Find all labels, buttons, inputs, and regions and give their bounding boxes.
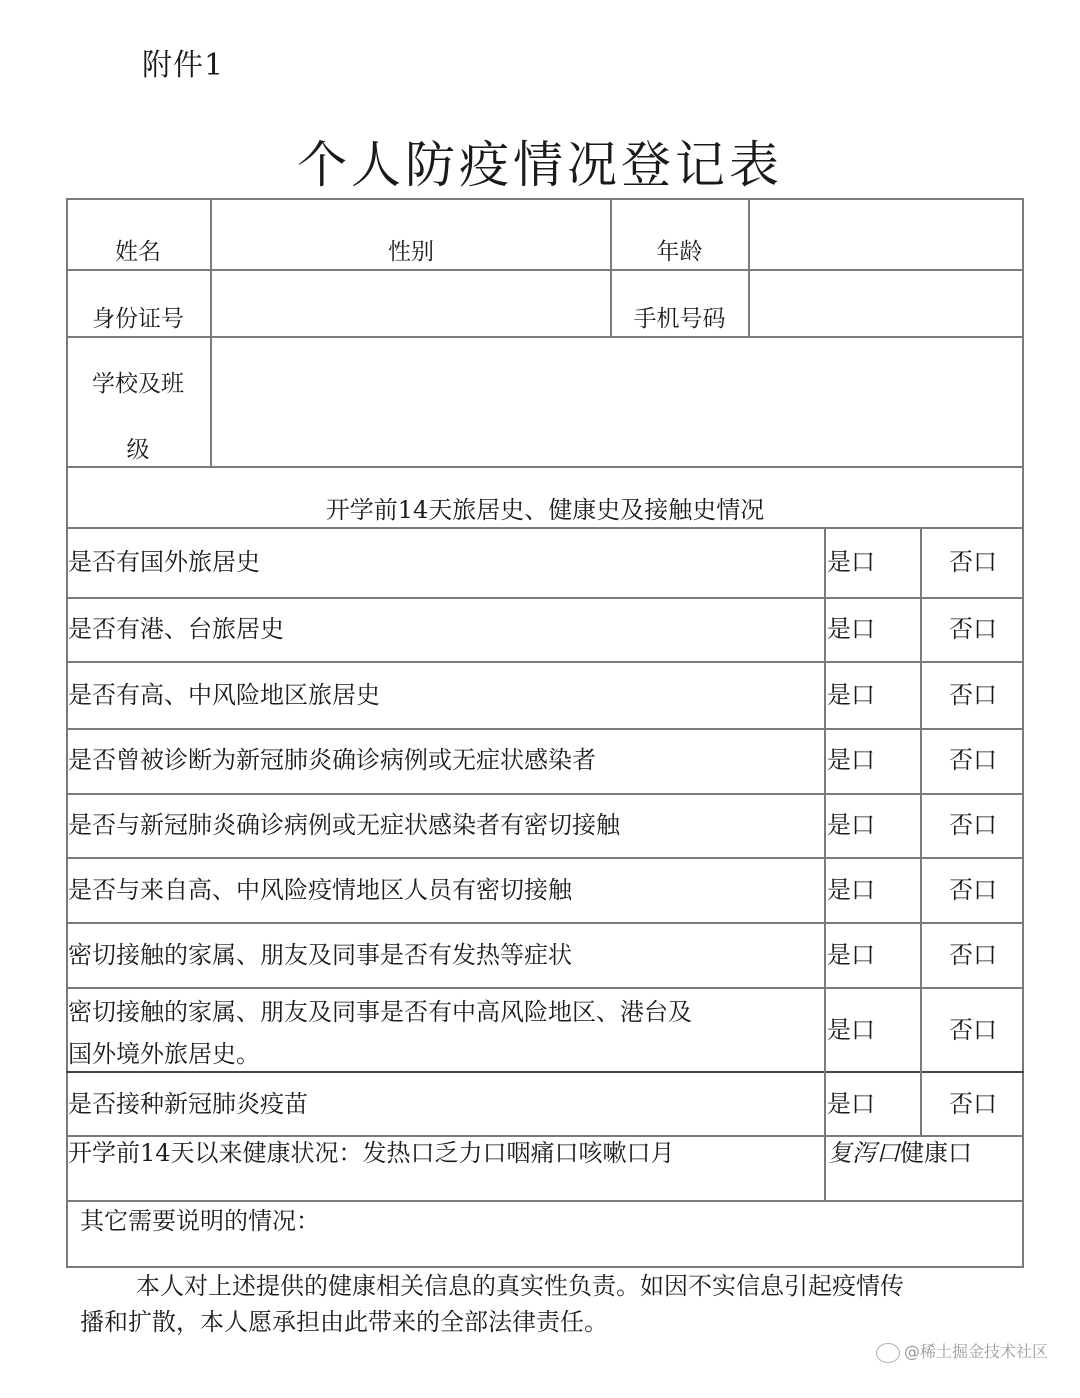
no-checkbox[interactable]: 否口 <box>949 1016 997 1044</box>
no-checkbox[interactable]: 否口 <box>949 548 997 576</box>
question-close-contact-risk-area: 是否与来自高、中风险疫情地区人员有密切接触 <box>68 876 572 904</box>
gender-label: 性别 <box>388 239 434 265</box>
col-divider <box>748 198 750 337</box>
row-divider <box>66 597 1024 599</box>
pledge-line2: 播和扩散，本人愿承担由此带来的全部法律责任。 <box>80 1308 608 1336</box>
no-checkbox[interactable]: 否口 <box>949 681 997 709</box>
school-class-label-line1: 学校及班 <box>92 371 184 397</box>
question-diagnosed: 是否曾被诊断为新冠肺炎确诊病例或无症状感染者 <box>68 746 596 774</box>
col-divider <box>824 528 826 1136</box>
yes-checkbox[interactable]: 是口 <box>827 1016 875 1044</box>
school-class-label-line2: 级 <box>126 437 150 463</box>
question-contacts-travel-line2: 国外境外旅居史。 <box>68 1040 260 1068</box>
phone-label: 手机号码 <box>633 306 726 332</box>
yes-checkbox[interactable]: 是口 <box>827 548 875 576</box>
col-divider <box>920 528 922 1136</box>
row-divider <box>66 857 1024 859</box>
name-label: 姓名 <box>115 239 161 265</box>
row-divider <box>66 922 1024 924</box>
pledge-line1: 本人对上述提供的健康相关信息的真实性负责。如因不实信息引起疫情传 <box>136 1272 904 1300</box>
section-heading: 开学前14天旅居史、健康史及接触史情况 <box>325 496 765 524</box>
row-divider <box>66 793 1024 795</box>
row-divider <box>66 987 1024 989</box>
no-checkbox[interactable]: 否口 <box>949 811 997 839</box>
question-close-contact-case: 是否与新冠肺炎确诊病例或无症状感染者有密切接触 <box>68 811 620 839</box>
healthy-option[interactable]: 健康口 <box>900 1139 972 1167</box>
no-checkbox[interactable]: 否口 <box>949 746 997 774</box>
yes-checkbox[interactable]: 是口 <box>827 746 875 774</box>
attachment-label: 附件1 <box>142 48 225 83</box>
yes-checkbox[interactable]: 是口 <box>827 615 875 643</box>
page-title: 个人防疫情况登记表 <box>297 136 783 194</box>
question-hk-taiwan-travel: 是否有港、台旅居史 <box>68 615 284 643</box>
age-field[interactable] <box>752 238 1022 266</box>
yes-checkbox[interactable]: 是口 <box>827 876 875 904</box>
id-number-field[interactable] <box>214 305 608 333</box>
diarrhea-option[interactable]: 复泻口 <box>828 1139 900 1167</box>
question-vaccinated: 是否接种新冠肺炎疫苗 <box>68 1090 308 1118</box>
row-divider <box>66 527 1024 529</box>
yes-checkbox[interactable]: 是口 <box>827 811 875 839</box>
question-foreign-travel: 是否有国外旅居史 <box>68 548 260 576</box>
no-checkbox[interactable]: 否口 <box>949 876 997 904</box>
question-contacts-fever: 密切接触的家属、朋友及同事是否有发热等症状 <box>68 941 572 969</box>
other-notes-label: 其它需要说明的情况： <box>80 1207 320 1235</box>
row-divider <box>66 661 1024 663</box>
row-divider <box>66 728 1024 730</box>
question-risk-area-travel: 是否有高、中风险地区旅居史 <box>68 681 380 709</box>
chat-bubble-icon <box>876 1343 900 1363</box>
no-checkbox[interactable]: 否口 <box>949 1090 997 1118</box>
row-divider <box>66 1071 1024 1073</box>
watermark <box>876 1339 1048 1363</box>
yes-checkbox[interactable]: 是口 <box>827 681 875 709</box>
row-divider <box>66 1200 1024 1202</box>
health-status-continuation[interactable] <box>828 1139 972 1167</box>
yes-checkbox[interactable]: 是口 <box>827 941 875 969</box>
watermark-text: @稀土掘金技术社区 <box>904 1342 1049 1361</box>
no-checkbox[interactable]: 否口 <box>949 941 997 969</box>
col-divider <box>824 1136 826 1201</box>
yes-checkbox[interactable]: 是口 <box>827 1090 875 1118</box>
no-checkbox[interactable]: 否口 <box>949 615 997 643</box>
health-status-options[interactable]: 开学前14天以来健康状况：发热口乏力口咽痛口咳嗽口月 <box>68 1139 675 1167</box>
row-divider <box>66 1135 1024 1137</box>
id-number-label: 身份证号 <box>92 306 184 332</box>
phone-field[interactable] <box>752 305 1022 333</box>
age-label: 年龄 <box>656 239 703 265</box>
other-notes-field[interactable] <box>340 1207 1020 1235</box>
school-class-field[interactable] <box>214 380 1020 440</box>
question-contacts-travel-line1: 密切接触的家属、朋友及同事是否有中高风险地区、港台及 <box>68 998 692 1026</box>
